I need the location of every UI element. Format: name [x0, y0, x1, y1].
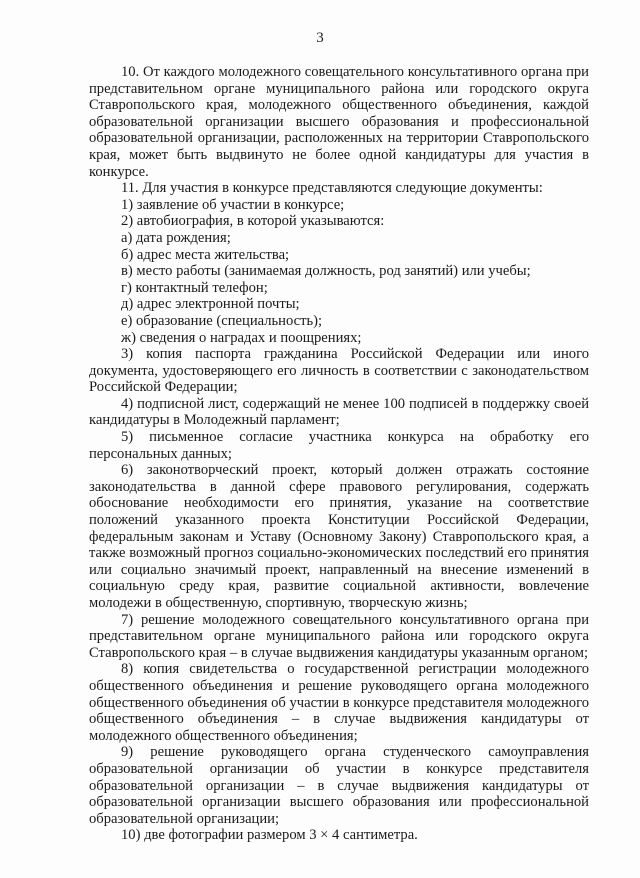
document-body: [89, 64, 589, 844]
list-item-passport: 3) копия паспорта гражданина Российской Федерации или иного документа, удостоверяющего его личность в соответствии с законодательством Российской Федерации;: [89, 346, 589, 396]
list-subitem-birthdate: а) дата рождения;: [121, 229, 231, 246]
list-item-legislative-project: 6) законотворческий проект, который должен отражать состояние законодательства в данной сфере правового регулирования, содержать обоснование необходимости его принятия, указание на соответствие положений указанного проекта Конституции Российской Федерации, федеральным законам и Уставу (Основному Закону) Ставропольского края, а также возможный прогноз социально-экономических последствий его принятия или социально значимый проект, направленный на внесение изменений в социальную среду края, развитие социальной активности, вовлечение молодежи в общественную, спортивную, творческую жизнь;: [89, 462, 589, 611]
paragraph-item-11: 11. Для участия в конкурсе представляются следующие документы:: [121, 180, 543, 197]
list-item-photographs: 10) две фотографии размером 3 × 4 сантиметра.: [121, 827, 418, 844]
list-item-student-government-decision: 9) решение руководящего органа студенческого самоуправления образовательной организации об участии в конкурсе представителя образовательной организации – в случае выдвижения кандидатуры от образовательной организации высшего образования или профессиональной образовательной организации;: [89, 744, 589, 827]
list-subitem-workplace: в) место работы (занимаемая должность, род занятий) или учебы;: [121, 263, 531, 280]
list-item-youth-council-decision: 7) решение молодежного совещательного консультативного органа при представительном органе муниципального района или городского округа Ставропольского края – в случае выдвижения кандидатуры указанным органом;: [89, 611, 589, 661]
list-item-registration-certificate: 8) копия свидетельства о государственной регистрации молодежного общественного объединения и решение руководящего органа молодежного общественного объединения об участии в конкурсе представителя молодежного общественного объединения – в случае выдвижения кандидатуры от молодежного общественного объединения;: [89, 661, 590, 744]
paragraph-item-10: 10. От каждого молодежного совещательного консультативного органа при представительном органе муниципального района или городского округа Ставропольского края, молодежного общественного объединения, каждой образовательной организации высшего образования и профессиональной образовательной организации, расположенных на территории Ставропольского края, может быть выдвинуто не более одной кандидатуры для участия в конкурсе.: [89, 64, 589, 180]
list-item-autobiography: 2) автобиография, в которой указываются:: [121, 213, 385, 230]
page-number: 3: [316, 30, 324, 46]
list-item-consent: 5) письменное согласие участника конкурса на обработку его персональных данных;: [89, 429, 589, 462]
list-subitem-address: б) адрес места жительства;: [121, 246, 290, 263]
list-item-application: 1) заявление об участии в конкурсе;: [121, 196, 345, 213]
list-subitem-phone: г) контактный телефон;: [121, 279, 268, 296]
list-item-signature-sheet: 4) подписной лист, содержащий не менее 100 подписей в поддержку своей кандидатуры в Молодежный парламент;: [89, 395, 589, 429]
list-subitem-email: д) адрес электронной почты;: [121, 296, 300, 313]
list-subitem-awards: ж) сведения о наградах и поощрениях;: [121, 329, 362, 346]
list-subitem-education: е) образование (специальность);: [121, 312, 323, 329]
